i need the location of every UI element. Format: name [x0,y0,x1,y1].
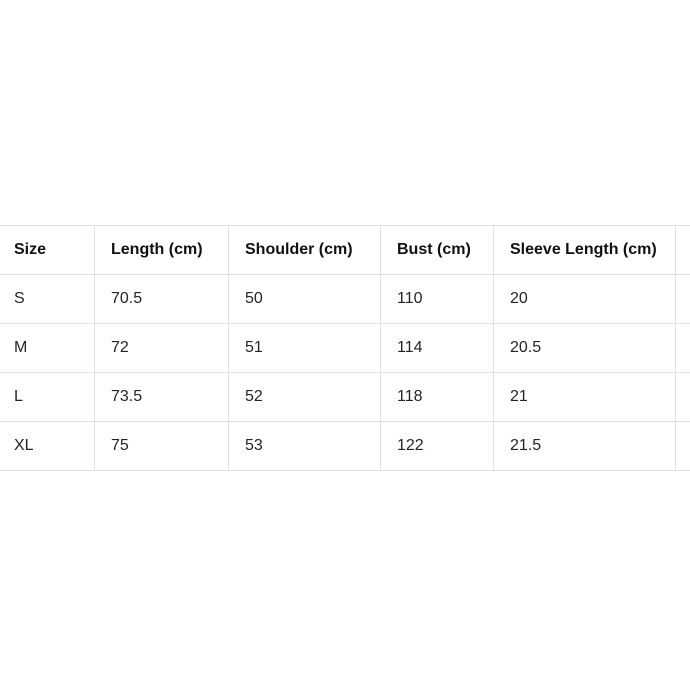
cell-shoulder: 50 [229,275,381,324]
cell-length: 72 [95,324,229,373]
cell-sleeve-length: 21 [494,373,676,422]
cell-length: 70.5 [95,275,229,324]
cell-shoulder: 53 [229,422,381,471]
header-size: Size [0,226,95,275]
cell-bust: 110 [381,275,494,324]
header-length: Length (cm) [95,226,229,275]
filler-cell [676,324,690,373]
table-row-l [0,373,690,422]
header-shoulder: Shoulder (cm) [229,226,381,275]
filler-cell [676,422,690,471]
cell-bust: 114 [381,324,494,373]
cell-size: L [0,373,95,422]
size-chart-table [0,225,690,471]
header-row [0,226,690,275]
filler-cell [676,275,690,324]
cell-size: S [0,275,95,324]
cell-length: 75 [95,422,229,471]
filler-cell [676,373,690,422]
cell-sleeve-length: 21.5 [494,422,676,471]
table-row-xl [0,422,690,471]
header-filler-cell [676,226,690,275]
cell-length: 73.5 [95,373,229,422]
header-sleeve-length: Sleeve Length (cm) [494,226,676,275]
cell-shoulder: 52 [229,373,381,422]
table-row-m [0,324,690,373]
cell-sleeve-length: 20.5 [494,324,676,373]
cell-bust: 122 [381,422,494,471]
cell-size: XL [0,422,95,471]
cell-size: M [0,324,95,373]
table-row-s [0,275,690,324]
cell-bust: 118 [381,373,494,422]
header-bust: Bust (cm) [381,226,494,275]
cell-sleeve-length: 20 [494,275,676,324]
cell-shoulder: 51 [229,324,381,373]
